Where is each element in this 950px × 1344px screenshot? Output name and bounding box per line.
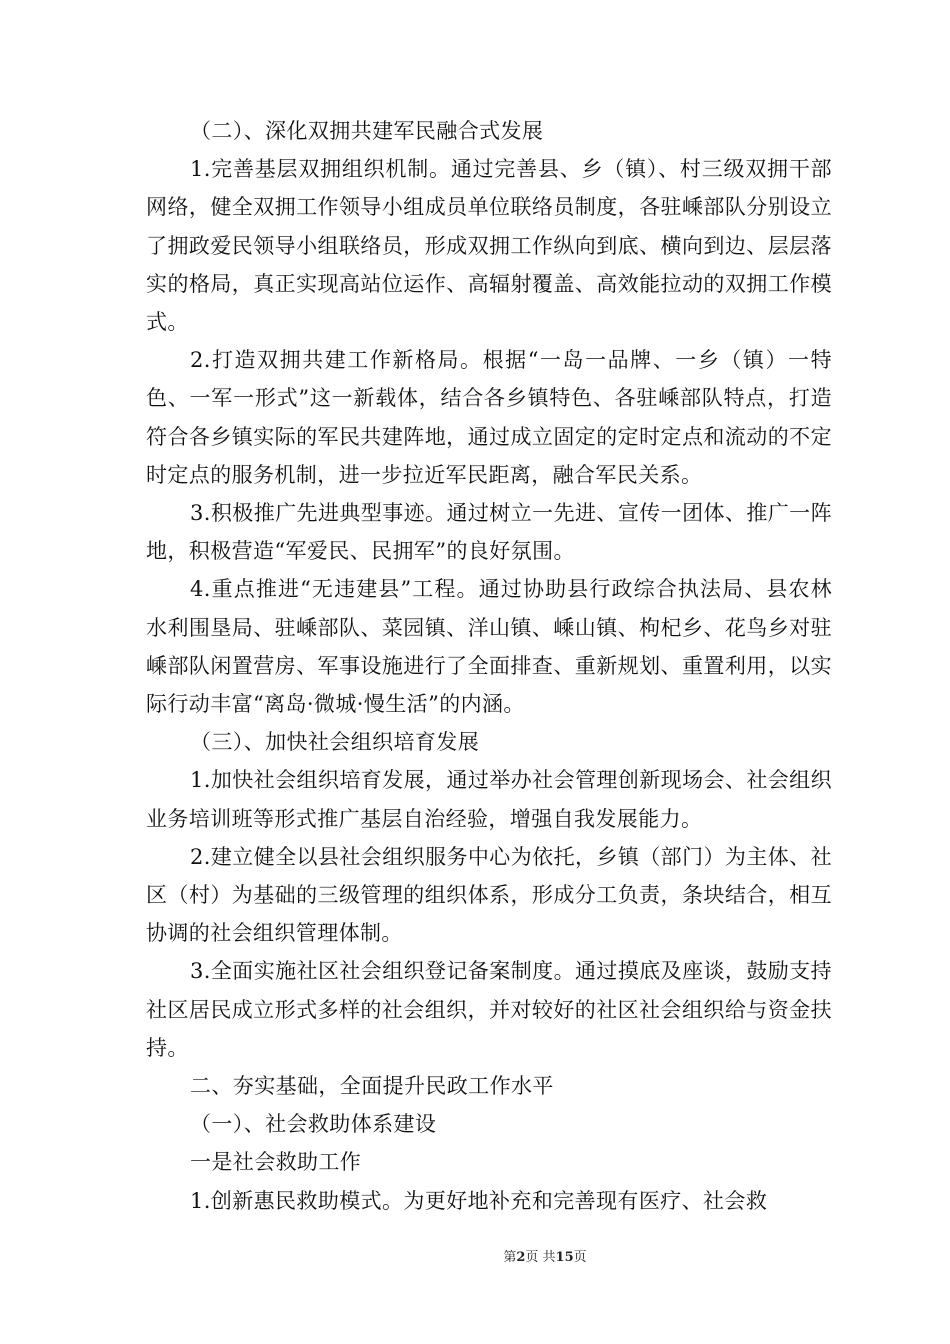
footer-prefix: 第 <box>503 1250 517 1265</box>
footer-middle: 页 共 <box>525 1250 556 1265</box>
paragraph: 1.创新惠民救助模式。为更好地补充和完善现有医疗、社会救 <box>190 1188 768 1213</box>
page-footer <box>0 1246 950 1265</box>
section-heading: （一）、社会救助体系建设 <box>190 1112 437 1137</box>
section-heading: （二）、深化双拥共建军民融合式发展 <box>190 119 544 143</box>
paragraph: 3.积极推广先进典型事迹。通过树立一先进、宣传一团体、推广一阵地，积极营造“军爱民、民拥军”的良好氛围。 <box>146 501 832 564</box>
paragraph: 3.全面实施社区社会组织登记备案制度。通过摸底及座谈，鼓励支持社区居民成立形式多样的社会组织，并对较好的社区社会组织给与资金扶持。 <box>146 959 832 1060</box>
paragraph: 2.打造双拥共建工作新格局。根据“一岛一品牌、一乡（镇）一特色、一军一形式”这一新载体，结合各乡镇特色、各驻嵊部队特点，打造符合各乡镇实际的军民共建阵地，通过成立固定的定时定点和流动的不定时定点的服务机制，进一步拉近军民距离，融合军民关系。 <box>146 348 832 487</box>
paragraph: 1.加快社会组织培育发展，通过举办社会管理创新现场会、社会组织业务培训班等形式推广基层自治经验，增强自我发展能力。 <box>146 768 832 831</box>
paragraph: 2.建立健全以县社会组织服务中心为依托，乡镇（部门）为主体、社区（村）为基础的三级管理的组织体系，形成分工负责，条块结合，相互协调的社会组织管理体制。 <box>146 844 832 946</box>
chapter-heading: 二、夯实基础，全面提升民政工作水平 <box>190 1074 554 1099</box>
section-heading: （三）、加快社会组织培育发展 <box>190 730 480 755</box>
paragraph: 4.重点推进“无违建县”工程。通过协助县行政综合执法局、县农林水利围垦局、驻嵊部队、菜园镇、洋山镇、嵊山镇、枸杞乡、花鸟乡对驻嵊部队闲置营房、军事设施进行了全面排查、重新规划、重置利用，以实际行动丰富“离岛·微城·慢生活”的内涵。 <box>146 577 832 717</box>
footer-page-number: 2 <box>516 1250 526 1265</box>
footer-total-pages: 15 <box>555 1250 574 1265</box>
footer-suffix: 页 <box>573 1250 587 1265</box>
document-body <box>146 112 832 1220</box>
subsection-heading: 一是社会救助工作 <box>190 1150 362 1175</box>
paragraph: 1.完善基层双拥组织机制。通过完善县、乡（镇）、村三级双拥干部网络，健全双拥工作领导小组成员单位联络员制度，各驻嵊部队分别设立了拥政爱民领导小组联络员，形成双拥工作纵向到底、横向到边、层层落实的格局，真正实现高站位运作、高辐射覆盖、高效能拉动的双拥工作模式。 <box>146 157 832 335</box>
